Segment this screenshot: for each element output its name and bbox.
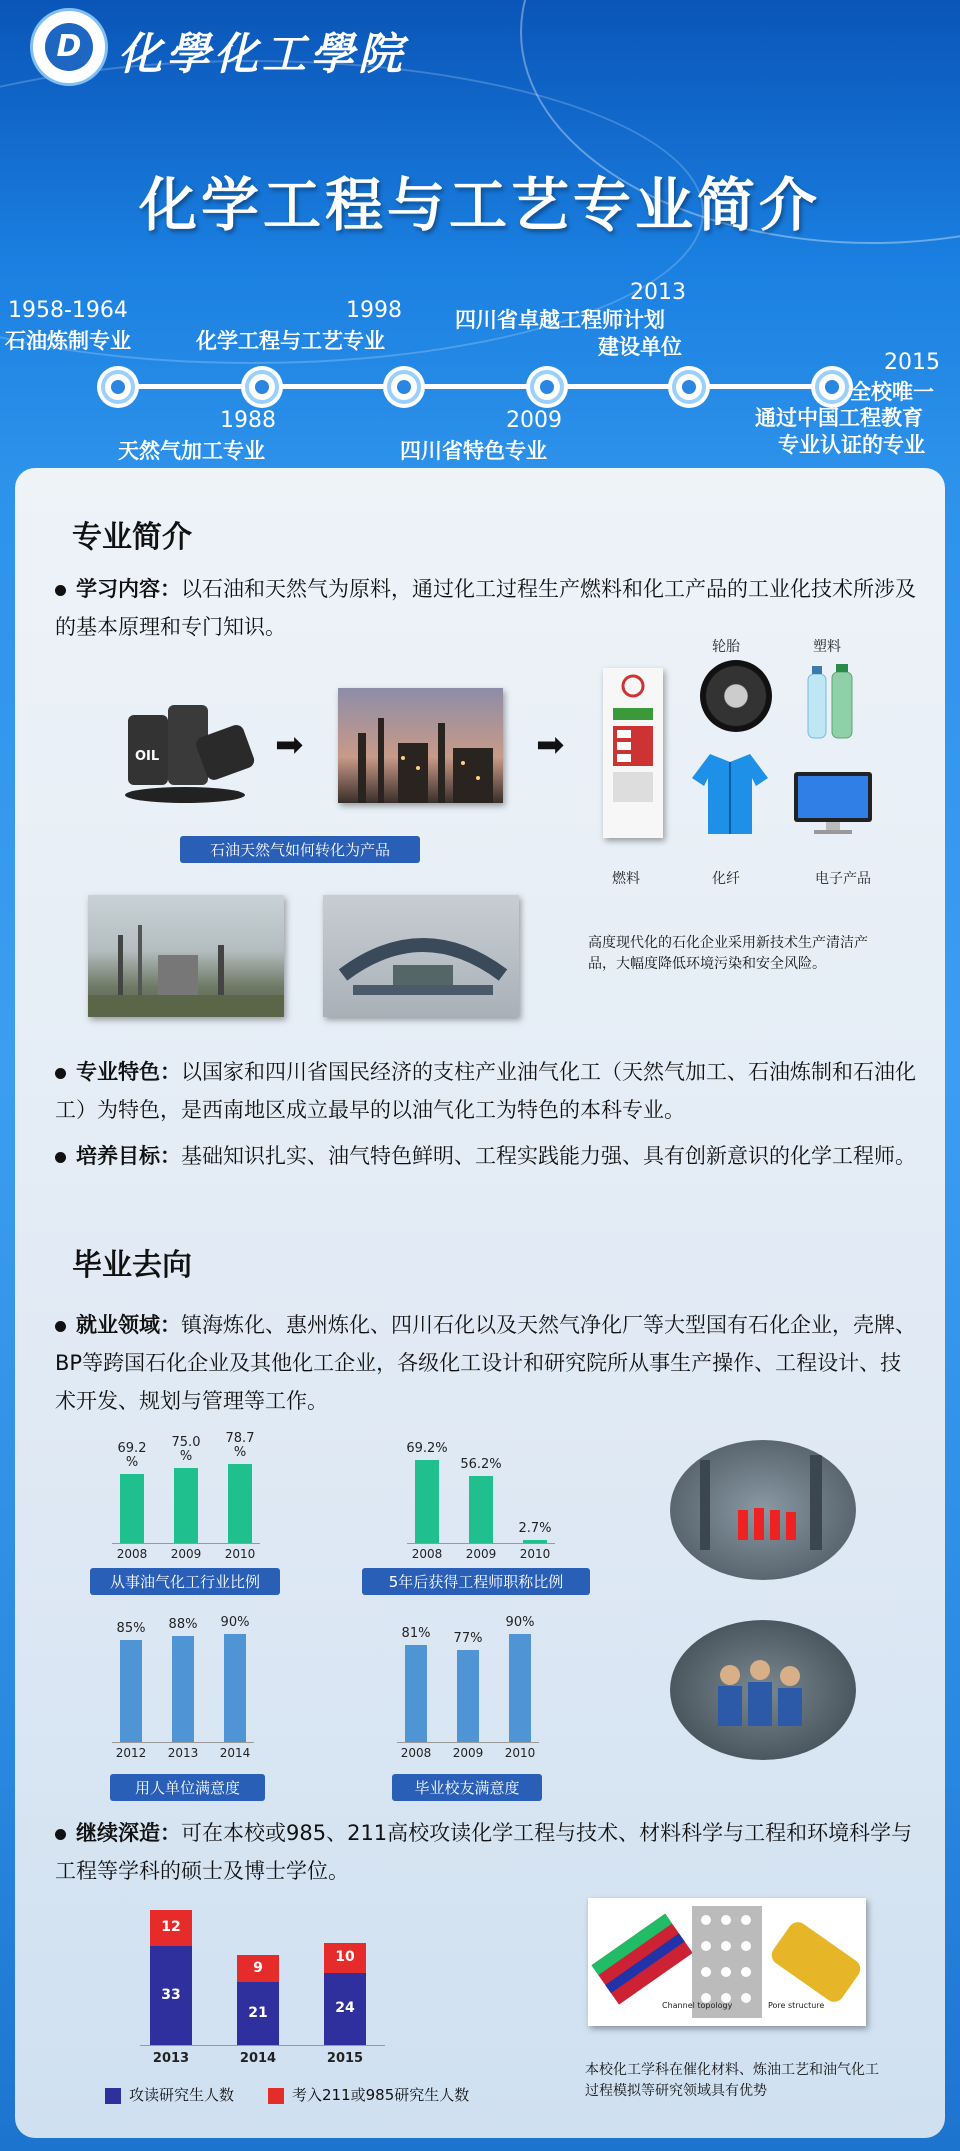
- fuel-pump-image: [603, 668, 663, 838]
- timeline-text: 四川省卓越工程师计划: [455, 308, 665, 332]
- control-room-photo: [323, 895, 519, 1017]
- bar-value-label: 2.7%: [518, 1520, 552, 1536]
- bar-value-label: 85%: [116, 1621, 146, 1636]
- timeline-year: 1988: [220, 408, 276, 433]
- timeline-text: 天然气加工专业: [118, 439, 265, 463]
- plastic-bottles-image: [800, 662, 872, 742]
- bar: [174, 1468, 198, 1543]
- chart-employer-satisfaction: [110, 1610, 280, 1765]
- bar: [405, 1645, 427, 1742]
- segment-value-label: 12: [161, 1919, 181, 1935]
- workers-photo: [670, 1440, 856, 1580]
- bullet: [55, 1829, 66, 1840]
- bar-value-label: 90%: [505, 1615, 535, 1630]
- segment-value-label: 9: [253, 1959, 263, 1976]
- bar: [228, 1464, 252, 1543]
- chart-title: 从事油气化工行业比例: [90, 1568, 280, 1595]
- bar-value-label: 90%: [220, 1615, 250, 1630]
- timeline-dot: [101, 370, 135, 404]
- bar: [120, 1474, 144, 1543]
- legend-item: [268, 2084, 469, 2105]
- timeline-text: 全校唯一: [850, 380, 934, 404]
- college-name: 化學化工學院: [118, 29, 406, 80]
- research-note: 本校化工学科在催化材料、炼油工艺和油气化工过程模拟等研究领域具有优势: [585, 2062, 879, 2099]
- timeline-year: 1998: [346, 298, 402, 323]
- bar-value-label: 81%: [401, 1625, 431, 1641]
- tire-image: [700, 660, 772, 732]
- figure-label-channel: Channel topology: [662, 2001, 733, 2010]
- legend-item: [105, 2084, 234, 2105]
- timeline-year: 2009: [506, 408, 562, 433]
- stacked-bar-segment: [237, 1955, 279, 1982]
- x-tick-label: 2014: [239, 2051, 277, 2066]
- x-tick-label: 2013: [152, 2051, 190, 2066]
- bar: [224, 1634, 246, 1742]
- x-tick-label: 2008: [116, 1547, 148, 1561]
- bar-value-label: 88%: [168, 1617, 198, 1633]
- further-study-paragraph: [55, 1814, 920, 1890]
- stacked-bar-segment: [324, 1943, 366, 1973]
- timeline-year: 1958-1964: [8, 298, 128, 323]
- stacked-bar-segment: [150, 1946, 192, 2045]
- legend-swatch: [105, 2088, 121, 2104]
- bar: [509, 1634, 531, 1742]
- study-label: 学习内容：: [76, 577, 181, 601]
- bar-value-label: 69.2%: [406, 1440, 448, 1456]
- timeline-text: 专业认证的专业: [778, 433, 925, 457]
- university-logo: [30, 8, 108, 86]
- bar-value-label: 69.2 %: [117, 1440, 147, 1470]
- x-tick-label: 2008: [400, 1746, 432, 1760]
- section-heading-career: 毕业去向: [72, 1248, 192, 1283]
- further-study-label: 继续深造：: [76, 1821, 181, 1845]
- product-label-fiber: 化纤: [712, 871, 740, 887]
- stacked-bar-segment: [150, 1910, 192, 1946]
- segment-value-label: 33: [161, 1986, 181, 2003]
- x-tick-label: 2015: [326, 2051, 364, 2066]
- bar-value-label: 78.7 %: [225, 1431, 255, 1461]
- timeline-text: 通过中国工程教育: [755, 406, 923, 430]
- process-caption: 石油天然气如何转化为产品: [180, 836, 420, 863]
- legend-swatch: [268, 2088, 284, 2104]
- stacked-bar-segment: [324, 1973, 366, 2045]
- x-axis: [407, 1543, 555, 1544]
- feature-paragraph: [55, 1053, 920, 1129]
- plant-photo: [88, 895, 284, 1017]
- bullet: [55, 1321, 66, 1332]
- x-axis: [140, 2045, 385, 2046]
- product-label-electronics: 电子产品: [815, 871, 871, 887]
- timeline-dot: [387, 370, 421, 404]
- arrow-icon: ➡: [275, 725, 304, 765]
- page-title: 化学工程与工艺专业简介: [138, 171, 821, 239]
- x-tick-label: 2009: [465, 1547, 497, 1561]
- bullet: [55, 585, 66, 596]
- product-label-fuel: 燃料: [612, 871, 640, 887]
- x-axis: [112, 1543, 260, 1544]
- x-tick-label: 2012: [115, 1746, 147, 1760]
- x-tick-label: 2010: [519, 1547, 551, 1561]
- timeline-dot: [815, 370, 849, 404]
- timeline-year: 2013: [630, 280, 686, 305]
- study-content: [55, 570, 920, 646]
- goal-label: 培养目标：: [76, 1144, 181, 1168]
- arrow-icon: ➡: [536, 725, 565, 765]
- refinery-night-image: [338, 688, 503, 803]
- x-tick-label: 2010: [224, 1547, 256, 1561]
- chart-title: 毕业校友满意度: [392, 1774, 542, 1801]
- training-photo: [670, 1620, 856, 1760]
- section-heading-intro: 专业简介: [72, 520, 192, 555]
- oil-barrels-image: [110, 690, 260, 805]
- goal-text: 基础知识扎实、油气特色鲜明、工程实践能力强、具有创新意识的化学工程师。: [181, 1144, 916, 1168]
- timeline-text: 化学工程与工艺专业: [196, 329, 385, 353]
- bullet: [55, 1068, 66, 1079]
- chart-alumni-satisfaction: [395, 1610, 565, 1765]
- bar: [415, 1460, 439, 1543]
- chart-title: 用人单位满意度: [110, 1774, 265, 1801]
- oil-label: OIL: [135, 749, 160, 764]
- chart-title: 5年后获得工程师职称比例: [362, 1568, 590, 1595]
- feature-label: 专业特色：: [76, 1060, 181, 1084]
- timeline-year: 2015: [884, 350, 940, 375]
- bullet: [55, 1152, 66, 1163]
- timeline-text: 建设单位: [598, 335, 682, 359]
- bar-value-label: 75.0 %: [171, 1435, 201, 1464]
- product-label-tire: 轮胎: [712, 639, 740, 655]
- chart-engineer-title-ratio: [395, 1425, 595, 1565]
- bar: [457, 1650, 479, 1742]
- segment-value-label: 10: [335, 1949, 355, 1965]
- bar: [469, 1476, 493, 1543]
- bar: [120, 1640, 142, 1742]
- goal-paragraph: [55, 1137, 920, 1175]
- x-tick-label: 2010: [504, 1746, 536, 1760]
- legend-label: 攻读研究生人数: [129, 2086, 235, 2104]
- employment-text: 镇海炼化、惠州炼化、四川石化以及天然气净化厂等大型国有石化企业，壳牌、BP等跨国石化企业及其他化工企业，各级化工设计和研究院所从事生产操作、工程设计、技术开发、规划与管理等工作。: [55, 1313, 916, 1413]
- legend-label: 考入211或985研究生人数: [292, 2086, 470, 2104]
- x-axis: [397, 1742, 539, 1743]
- employment-label: 就业领域：: [76, 1313, 181, 1337]
- x-tick-label: 2009: [170, 1547, 202, 1561]
- timeline-line: [108, 384, 828, 389]
- x-tick-label: 2008: [411, 1547, 443, 1561]
- figure-label-pore: Pore structure: [768, 2001, 825, 2010]
- x-tick-label: 2009: [452, 1746, 484, 1760]
- further-study-text: 可在本校或985、211高校攻读化学工程与技术、材料科学与工程和环境科学与工程等学科的硕士及博士学位。: [55, 1821, 913, 1883]
- logo-letter: D: [45, 23, 93, 71]
- x-tick-label: 2014: [219, 1746, 251, 1760]
- timeline-dot: [672, 370, 706, 404]
- monitor-image: [792, 770, 874, 836]
- catalyst-structure-figure: [588, 1898, 866, 2026]
- bar-value-label: 56.2%: [460, 1456, 502, 1472]
- bar-value-label: 77%: [453, 1630, 483, 1646]
- chart-industry-ratio: [90, 1425, 290, 1565]
- x-axis: [112, 1742, 254, 1743]
- modern-enterprise-note: 高度现代化的石化企业采用新技术生产清洁产品，大幅度降低环境污染和安全风险。: [588, 935, 868, 972]
- feature-text: 以国家和四川省国民经济的支柱产业油气化工（天然气加工、石油炼制和石油化工）为特色，是西南地区成立最早的以油气化工为特色的本科专业。: [55, 1060, 916, 1122]
- segment-value-label: 24: [335, 2000, 355, 2016]
- employment-paragraph: [55, 1306, 920, 1420]
- x-tick-label: 2013: [167, 1746, 199, 1760]
- timeline-dot: [530, 370, 564, 404]
- study-text: 以石油和天然气为原料，通过化工过程生产燃料和化工产品的工业化技术所涉及的基本原理和专门知识。: [55, 577, 916, 639]
- stacked-bar-segment: [237, 1982, 279, 2045]
- bar: [172, 1636, 194, 1742]
- jacket-image: [690, 748, 770, 836]
- chart-postgrad-counts: [130, 1895, 390, 2070]
- product-label-plastic: 塑料: [813, 639, 841, 655]
- timeline-text: 四川省特色专业: [400, 439, 547, 463]
- timeline-text: 石油炼制专业: [5, 329, 131, 353]
- timeline-dot: [245, 370, 279, 404]
- segment-value-label: 21: [248, 2004, 268, 2021]
